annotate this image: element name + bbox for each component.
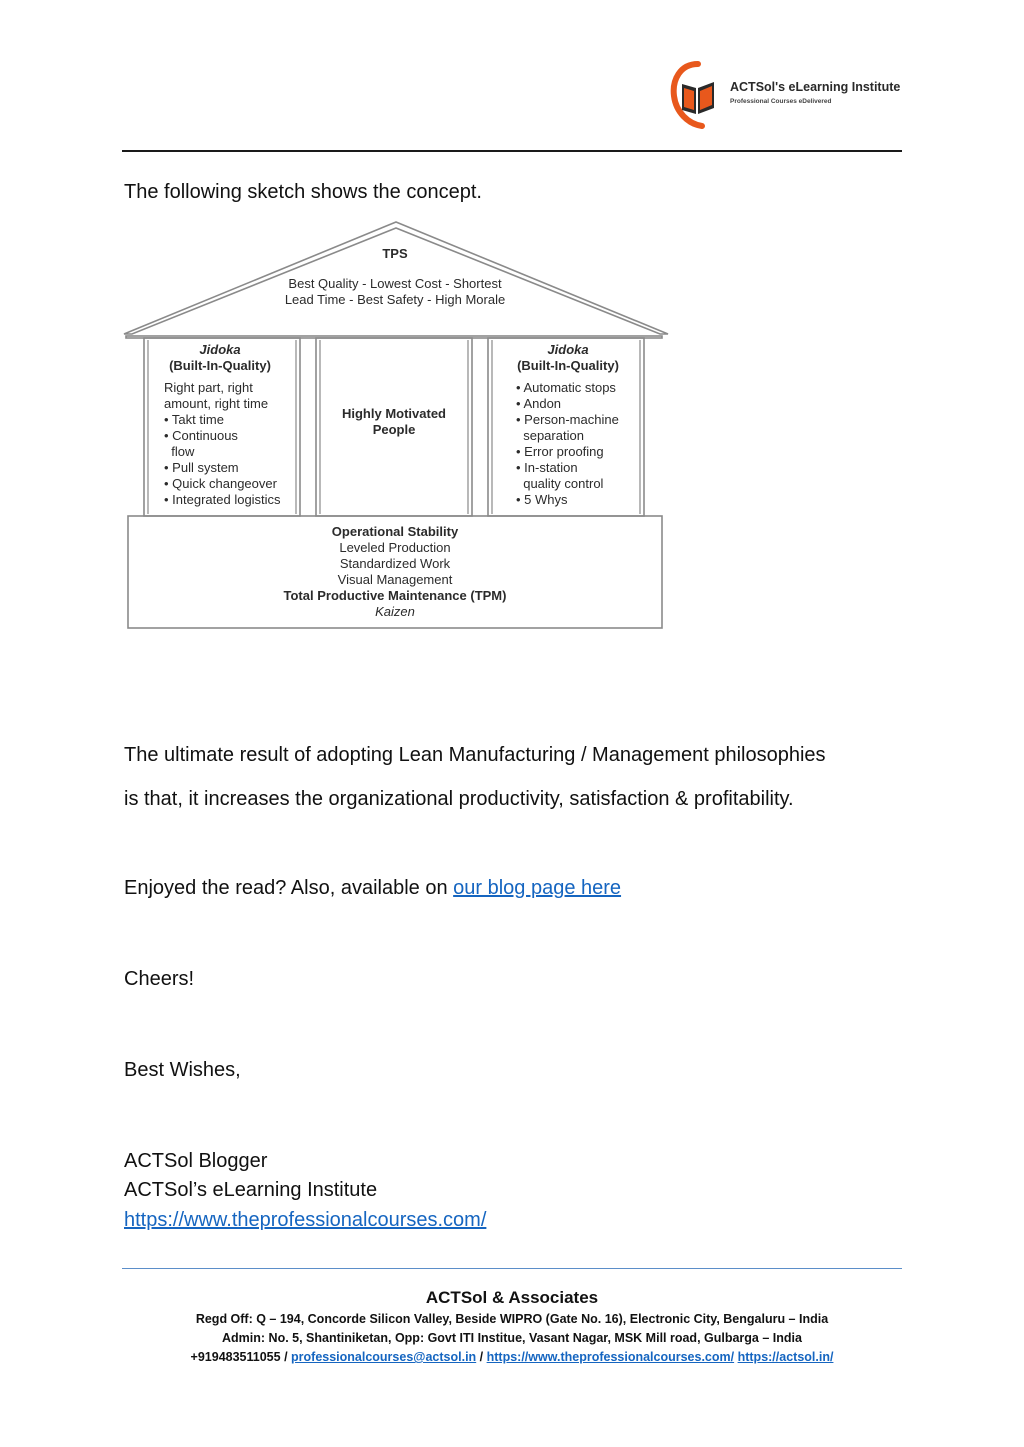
header-divider xyxy=(122,150,902,152)
right-pillar-line: quality control xyxy=(516,476,604,491)
roof-line-2: Lead Time - Best Safety - High Morale xyxy=(284,292,506,307)
actsol-logo xyxy=(668,58,908,130)
roof-title: TPS xyxy=(382,246,408,261)
left-pillar-line: • Takt time xyxy=(164,412,224,427)
signature-name: ACTSol Blogger xyxy=(124,1150,268,1172)
foundation-title: Operational Stability xyxy=(331,524,459,539)
tps-house-diagram xyxy=(120,216,670,634)
footer-separator: / xyxy=(476,1350,487,1364)
footer-contacts xyxy=(0,1350,1024,1364)
footer-admin-address: Admin: No. 5, Shantiniketan, Opp: Govt ITI Institue, Vasant Nagar, MSK Mill road, Gulbarga – India xyxy=(222,1331,802,1345)
foundation-line: Standardized Work xyxy=(339,556,451,571)
right-pillar-line: • Automatic stops xyxy=(516,380,616,395)
enjoyed-text: Enjoyed the read? Also, available on xyxy=(124,877,454,899)
best-wishes-text: Best Wishes, xyxy=(124,1059,241,1081)
left-pillar-line: • Pull system xyxy=(164,460,239,475)
foundation-kaizen: Kaizen xyxy=(375,604,415,619)
paragraph-line-2: is that, it increases the organizational productivity, satisfaction & profitability. xyxy=(124,788,794,810)
center-line-1: Highly Motivated xyxy=(341,406,446,421)
footer-separator: / xyxy=(280,1350,292,1364)
right-pillar-line: • In-station xyxy=(516,460,578,475)
left-pillar-line: Right part, right xyxy=(164,380,253,395)
logo-title: ACTSol's eLearning Institute xyxy=(730,80,901,94)
footer-email-link[interactable]: professionalcourses@actsol.in xyxy=(291,1350,477,1364)
roof-line-1: Best Quality - Lowest Cost - Shortest xyxy=(288,276,502,291)
center-line-2: People xyxy=(372,422,416,437)
footer-divider xyxy=(122,1268,902,1269)
footer-actsol-link[interactable]: https://actsol.in/ xyxy=(737,1350,834,1364)
footer-phone: +919483511055 xyxy=(190,1350,281,1364)
foundation-tpm: Total Productive Maintenance (TPM) xyxy=(283,588,507,603)
right-pillar-line: • Andon xyxy=(516,396,562,411)
blog-page-link[interactable]: our blog page here xyxy=(453,877,622,899)
left-pillar-title: Jidoka xyxy=(199,342,241,357)
left-pillar-line: flow xyxy=(164,444,195,459)
left-pillar-subtitle: (Built-In-Quality) xyxy=(169,358,271,373)
right-pillar-line: separation xyxy=(516,428,584,443)
signature-url-link[interactable]: https://www.theprofessionalcourses.com/ xyxy=(124,1209,487,1231)
enjoyed-line xyxy=(124,874,621,902)
foundation-line: Leveled Production xyxy=(339,540,451,555)
left-pillar-line: • Integrated logistics xyxy=(164,492,281,507)
left-pillar-line: • Quick changeover xyxy=(164,476,277,491)
cheers-text: Cheers! xyxy=(124,968,195,990)
right-pillar-line: • Error proofing xyxy=(516,444,604,459)
left-pillar-line: • Continuous xyxy=(164,428,238,443)
paragraph-line-1: The ultimate result of adopting Lean Manufacturing / Management philosophies xyxy=(124,744,826,766)
intro-text: The following sketch shows the concept. xyxy=(124,181,482,203)
foundation-line: Visual Management xyxy=(337,572,453,587)
left-pillar-line: amount, right time xyxy=(164,396,269,411)
right-pillar-line: • Person-machine xyxy=(516,412,619,427)
logo-subtitle: Professional Courses eDelivered xyxy=(730,98,832,105)
footer-regd-address: Regd Off: Q – 194, Concorde Silicon Valley, Beside WIPRO (Gate No. 16), Electronic City, Bengaluru – India xyxy=(195,1312,829,1326)
signature-institute: ACTSol’s eLearning Institute xyxy=(124,1179,378,1201)
right-pillar-line: • 5 Whys xyxy=(516,492,568,507)
right-pillar-subtitle: (Built-In-Quality) xyxy=(517,358,619,373)
right-pillar-title: Jidoka xyxy=(547,342,589,357)
footer-site-link[interactable]: https://www.theprofessionalcourses.com/ xyxy=(486,1350,735,1364)
book-logo-icon xyxy=(668,58,728,130)
footer-company: ACTSol & Associates xyxy=(425,1288,599,1307)
